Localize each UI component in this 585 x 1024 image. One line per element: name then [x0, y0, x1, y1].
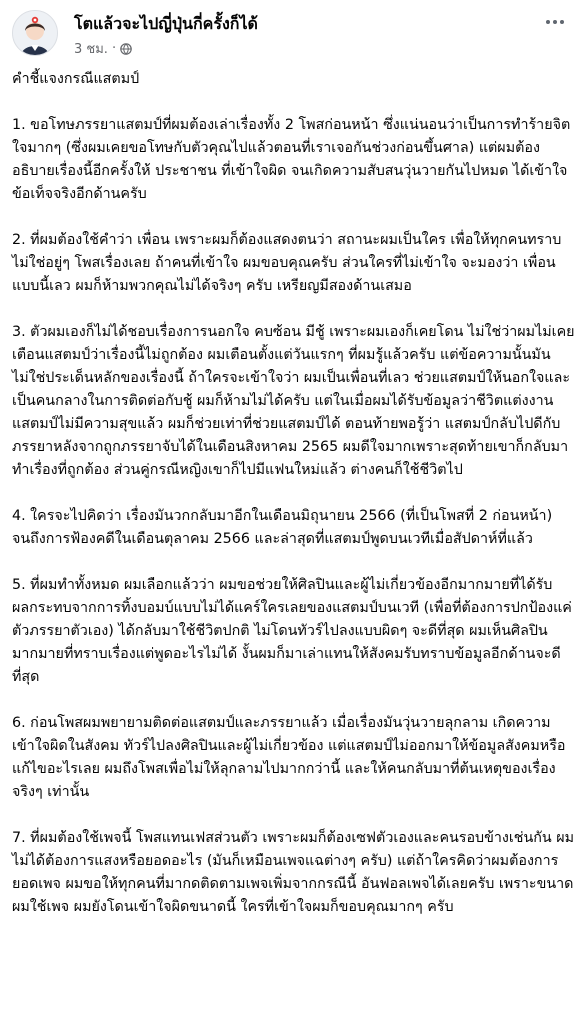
- page-name[interactable]: โตแล้วจะไปญี่ปุ่นกี่ครั้งก็ได้: [74, 14, 258, 33]
- paragraph-4: 4. ใครจะไปคิดว่า เรื่องมันวกกลับมาอีกในเดือนมิถุนายน 2566 (ที่เป็นโพสที่ 2 ก่อนหน้า) จนถึงการฟ้องคดีในเดือนตุลาคม 2566 และล่าสุดที่แสตมป์พูดบนเวทีเมื่อสัปดาห์ที่แล้ว: [12, 508, 553, 547]
- paragraph-6: 6. ก่อนโพสผมพยายามติดต่อแสตมป์และภรรยาแล้ว เมื่อเรื่องมันวุ่นวายลุกลาม เกิดความเข้าใจผิดในสังคม ทัวร์ไปลงศิลปินและผู้ไม่เกี่ยวข้อง แต่แสตมป์ไม่ออกมาให้ข้อมูลสังคมหรือแก้ไขอะไรเลย ผมถึงโพสเพื่อไม่ให้ลุกลามไปมากกว่านี้ และให้คนกลับมาที่ต้นเหตุของเรื่องจริงๆ เท่านั้น: [12, 715, 566, 800]
- post-title: คำชี้แจงกรณีแสตมป์: [12, 71, 140, 87]
- paragraph-7: 7. ที่ผมต้องใช้เพจนี้ โพสแทนเฟสส่วนตัว เพราะผมก็ต้องเซฟตัวเองและคนรอบข้างเช่นกัน ผมไม่ได้ต้องการแสงหรือยอดอะไร (มันก็เหมือนเพจแฉต่างๆ ครับ) แต่ถ้าใครคิดว่าผมต้องการยอดเพจ ผมขอให้ทุกคนที่มากดติดตามเพจเพิ่มจากกรณีนี้ อันฟอลเพจได้เลยครับ เพราะขนาดผมใช้เพจ ผมยังโดนเข้าใจผิดขนาดนี้ ใครที่เข้าใจผมก็ขอบคุณมากๆ ครับ: [12, 830, 575, 915]
- avatar-illustration: [13, 11, 57, 55]
- globe-icon: [120, 43, 132, 55]
- post-meta: [74, 38, 132, 59]
- page-avatar[interactable]: [12, 10, 58, 56]
- paragraph-5: 5. ที่ผมทำทั้งหมด ผมเลือกแล้วว่า ผมขอช่วยให้ศิลปินและผู้ไม่เกี่ยวข้องอีกมากมายที่ได้รับผลกระทบจากการทิ้งบอมบ์แบบไม่ได้แคร์ใครเลยของแสตมป์บนเวที (เพื่อที่ต้องการปกป้องแค่ตัวภรรยาตัวเอง) ได้กลับมาใช้ชีวิตปกติ ไม่โดนทัวร์ไปลงแบบผิดๆ จะดีที่สุด ผมเห็นศิลปินมากมายที่ทราบเรื่องแต่พูดอะไรไม่ได้ งั้นผมก็มาเล่าแทนให้สังคมรับทราบข้อมูลอีกด้านจะดีที่สุด: [12, 577, 572, 685]
- paragraph-2: 2. ที่ผมต้องใช้คำว่า เพื่อน เพราะผมก็ต้องแสดงตนว่า สถานะผมเป็นใคร เพื่อให้ทุกคนทราบ ไม่ใช่อยู่ๆ โพสเรื่องเลย ถ้าคนที่เข้าใจ ผมขอบคุณครับ ส่วนใครที่ไม่เข้าใจ จะมองว่า เพื่อนแบบนี้เลว ผมก็ห้ามพวกคุณไม่ได้จริงๆ ครับ เหรียญมีสองด้านเสมอ: [12, 232, 562, 294]
- post-time[interactable]: 3 ชม.: [74, 42, 108, 57]
- paragraph-1: 1. ขอโทษภรรยาแสตมป์ที่ผมต้องเล่าเรื่องทั้ง 2 โพสก่อนหน้า ซึ่งแน่นอนว่าเป็นการทำร้ายจิตใจมากๆ (ซึ่งผมเคยขอโทษกับตัวคุณไปแล้วตอนที่เราเจอกันช่วงก่อนขึ้นศาล) แต่ผมต้องอธิบายเรื่องนี้อีกครั้งให้ ประชาชน ที่เข้าใจผิด จนเกิดความสับสนวุ่นวายกันไปหมด ได้เข้าใจข้อเท็จจริงอีกด้านครับ: [12, 117, 571, 202]
- paragraph-3: 3. ตัวผมเองก็ไม่ได้ชอบเรื่องการนอกใจ คบซ้อน มีชู้ เพราะผมเองก็เคยโดน ไม่ใช่ว่าผมไม่เคยเตือนแสตมป์ว่าเรื่องนี้ไม่ถูกต้อง ผมเตือนตั้งแต่วันแรกๆ ที่ผมรู้แล้วครับ แต่ข้อความนั้นมันไม่ใช่ประเด็นหลักของเรื่องนี้ ถ้าใครจะเข้าใจว่า ผมเป็นเพื่อนที่เลว ช่วยแสตมป์ให้นอกใจและเป็นคนกลางในการติดต่อกับชู้ ผมก็ห้ามไม่ได้ครับ แต่ในเมื่อผมได้รับข้อมูลว่าชีวิตแต่งงานแสตมป์ไม่มีความสุขแล้ว ผมก็ช่วยเท่าที่ช่วยแสตมป์ได้ ตอนท้ายพอรู้ว่า แสตมป์กลับไปดีกับภรรยาหลังจากถูกภรรยาจับได้ในเดือนสิงหาคม 2565 ผมดีใจมากเพราะสุดท้ายเขาก็กลับมาทำเรื่องที่ถูกต้อง ส่วนคู่กรณีหญิงเขาก็ไปมีแฟนใหม่แล้ว ต่างคนก็ใช้ชีวิตไป: [12, 324, 575, 478]
- post-body: [12, 68, 575, 942]
- more-options-icon[interactable]: [539, 10, 571, 34]
- post-header: [12, 8, 573, 58]
- meta-separator: ·: [111, 41, 117, 56]
